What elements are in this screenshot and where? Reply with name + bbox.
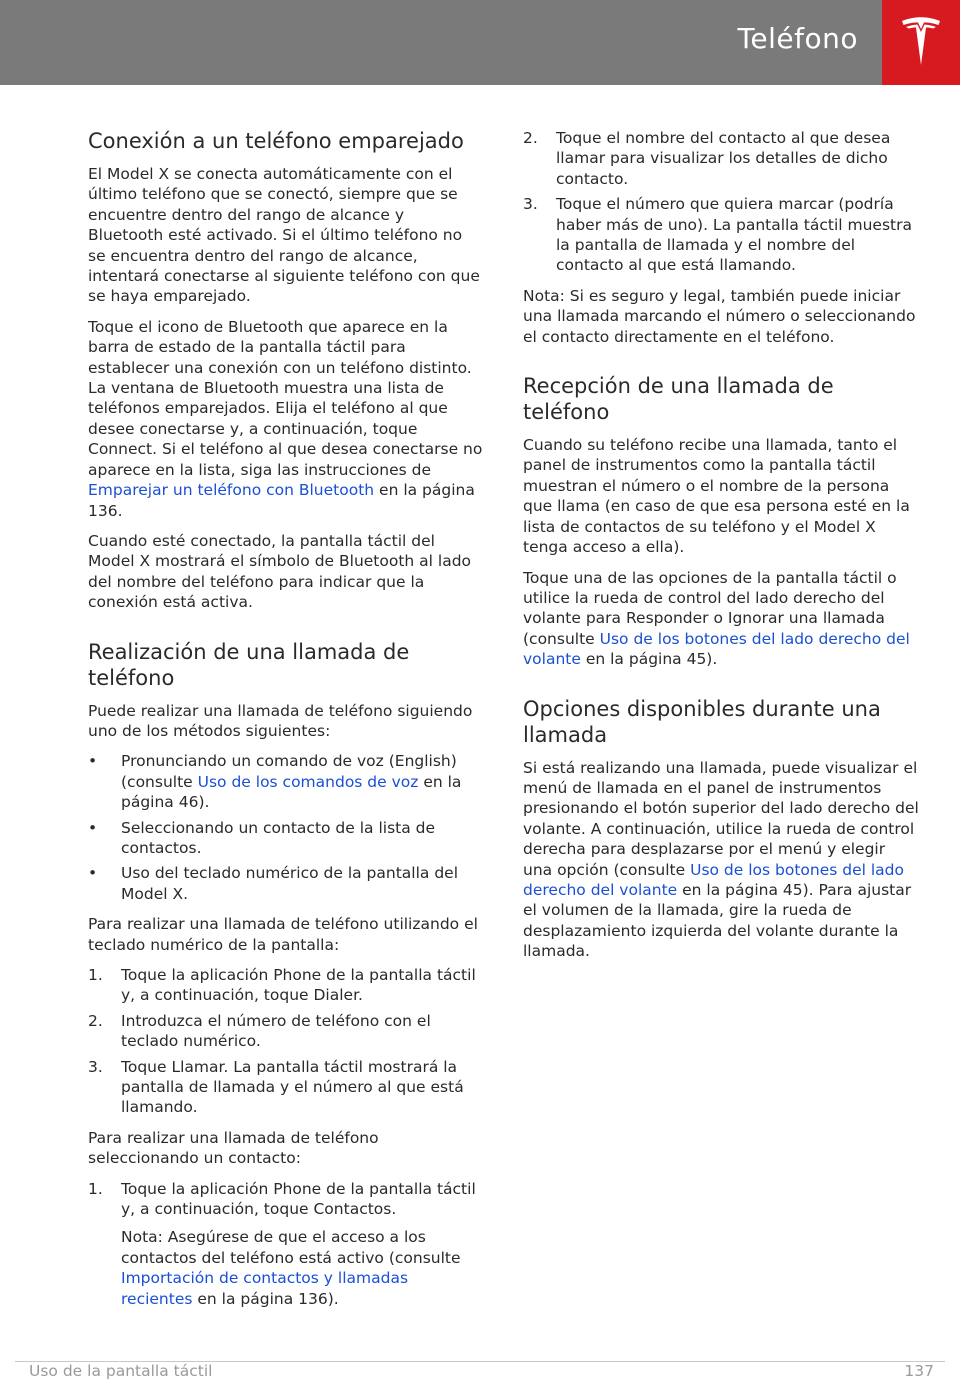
text-run: en la página 45). Para ajustar el volumen de la llamada, gire la rueda de desplazamiento izquierda del volante durante la llamada. xyxy=(523,880,912,961)
paragraph: Para realizar una llamada de teléfono seleccionando un contacto: xyxy=(88,1128,379,1168)
step-number: 3. xyxy=(523,195,538,214)
list-item xyxy=(88,1011,484,1052)
text-run: Introduzca el número de teléfono con el teclado numérico. xyxy=(121,1011,431,1051)
list-item xyxy=(88,751,484,812)
link-importacion-contactos[interactable]: Importación de contactos y llamadas recientes xyxy=(121,1269,409,1308)
step-number: 1. xyxy=(88,966,103,984)
right-column xyxy=(523,128,919,972)
dial-steps xyxy=(88,965,484,1118)
step-number: 1. xyxy=(88,1179,103,1198)
step-number: 3. xyxy=(88,1057,103,1076)
paragraph xyxy=(88,317,484,521)
left-column xyxy=(88,128,484,1319)
text-run: Seleccionando un contacto de la lista de contactos. xyxy=(121,818,436,857)
text-run: en la página 136). xyxy=(192,1289,339,1308)
list-item xyxy=(88,965,484,1006)
link-botones-volante[interactable]: Uso de los botones del lado derecho del volante xyxy=(523,860,904,899)
page-header xyxy=(0,0,960,85)
text-run: Toque Llamar. La pantalla táctil mostrará la pantalla de llamada y el número al que está llamando. xyxy=(121,1057,464,1117)
link-botones-volante[interactable]: Uso de los botones del lado derecho del volante xyxy=(523,629,910,669)
text-run: Toque la aplicación Phone de la pantalla táctil y, a continuación, toque Dialer. xyxy=(121,966,476,1005)
link-emparejar-telefono[interactable]: Emparejar un teléfono con Bluetooth xyxy=(88,481,375,500)
text-run: Toque una de las opciones de la pantalla táctil o utilice la rueda de control del lado derecho del volante para Responder o Ignorar una llamada (consulte xyxy=(523,568,897,648)
list-item xyxy=(88,863,484,904)
page-title: Teléfono xyxy=(737,22,858,55)
list-item xyxy=(523,194,919,276)
bullet-mark: • xyxy=(88,864,98,883)
paragraph xyxy=(523,758,919,962)
contact-steps xyxy=(88,1179,484,1309)
heading-opciones: Opciones disponibles durante una llamada xyxy=(523,696,881,747)
list-item xyxy=(523,128,919,189)
bullet-mark: • xyxy=(88,818,98,837)
list-item xyxy=(88,818,484,859)
text-run: Toque la aplicación Phone de la pantalla táctil y, a continuación, toque Contactos. xyxy=(121,1179,476,1219)
page-number: 137 xyxy=(904,1362,934,1380)
text-run: Pronunciando un comando de voz (English) (consulte xyxy=(121,752,457,791)
text-run: Uso del teclado numérico de la pantalla del Model X. xyxy=(121,864,459,903)
text-run: Si está realizando una llamada, puede visualizar el menú de llamada en el panel de instrumentos presionando el botón superior del lado derecho del volante. A continuación, utilice la rueda de control derecha para desplazarse por el menú y elegir una opción (consulte xyxy=(523,758,919,879)
paragraph xyxy=(523,568,919,670)
heading-recepcion: Recepción de una llamada de teléfono xyxy=(523,374,834,425)
step-number: 2. xyxy=(523,129,538,147)
text-run: Toque el nombre del contacto al que desea llamar para visualizar los detalles de dicho contacto. xyxy=(556,129,891,188)
note: Nota: Si es seguro y legal, también puede iniciar una llamada marcando el número o seleccionando el contacto directamente en el teléfono. xyxy=(523,286,916,346)
list-item xyxy=(88,1057,484,1118)
footer-section: Uso de la pantalla táctil xyxy=(29,1362,213,1380)
paragraph: Para realizar una llamada de teléfono utilizando el teclado numérico de la pantalla: xyxy=(88,915,478,954)
paragraph: El Model X se conecta automáticamente con el último teléfono que se conectó, siempre que se encuentre dentro del rango de alcance y Bluetooth esté activado. Si el último teléfono no se encuentra dentro del rango de alcance, intentará conectarse al siguiente teléfono con que se haya emparejado. xyxy=(88,165,480,306)
heading-realizacion: Realización de una llamada de teléfono xyxy=(88,639,410,690)
brand-logo xyxy=(882,0,960,85)
bullet-mark: • xyxy=(88,752,98,771)
paragraph: Cuando su teléfono recibe una llamada, tanto el panel de instrumentos como la pantalla táctil muestran el número o el nombre de la persona que llama (en caso de que esa persona esté en la lista de contactos de su teléfono y el Model X tenga acceso a ella). xyxy=(523,436,910,557)
step-number: 2. xyxy=(88,1011,103,1030)
tesla-t-logo-icon xyxy=(900,17,942,67)
method-list xyxy=(88,751,484,904)
note xyxy=(121,1227,484,1309)
text-run: en la página 46). xyxy=(121,772,462,812)
heading-conexion: Conexión a un teléfono emparejado xyxy=(88,129,464,153)
text-run: Nota: Asegúrese de que el acceso a los contactos del teléfono está activo (consulte xyxy=(121,1228,461,1267)
contact-steps-continued xyxy=(523,128,919,276)
text-run: Toque el número que quiera marcar (podría haber más de uno). La pantalla táctil muestra la pantalla de llamada y el nombre del contacto al que está llamando. xyxy=(556,195,912,275)
list-item xyxy=(88,1179,484,1309)
text-run: en la página 45). xyxy=(580,650,718,669)
text-run: en la página 136. xyxy=(88,481,475,520)
link-comandos-voz[interactable]: Uso de los comandos de voz xyxy=(197,772,419,791)
paragraph: Cuando esté conectado, la pantalla táctil del Model X mostrará el símbolo de Bluetooth al lado del nombre del teléfono para indicar que la conexión está activa. xyxy=(88,531,472,612)
text-run: Toque el icono de Bluetooth que aparece en la barra de estado de la pantalla táctil para establecer una conexión con un teléfono distinto. La ventana de Bluetooth muestra una lista de teléfonos emparejados. Elija el teléfono al que desee conectarse y, a continuación, toque Connect. Si el teléfono al que desea conectarse no aparece en la lista, siga las instrucciones de xyxy=(88,317,483,479)
paragraph: Puede realizar una llamada de teléfono siguiendo uno de los métodos siguientes: xyxy=(88,701,473,740)
